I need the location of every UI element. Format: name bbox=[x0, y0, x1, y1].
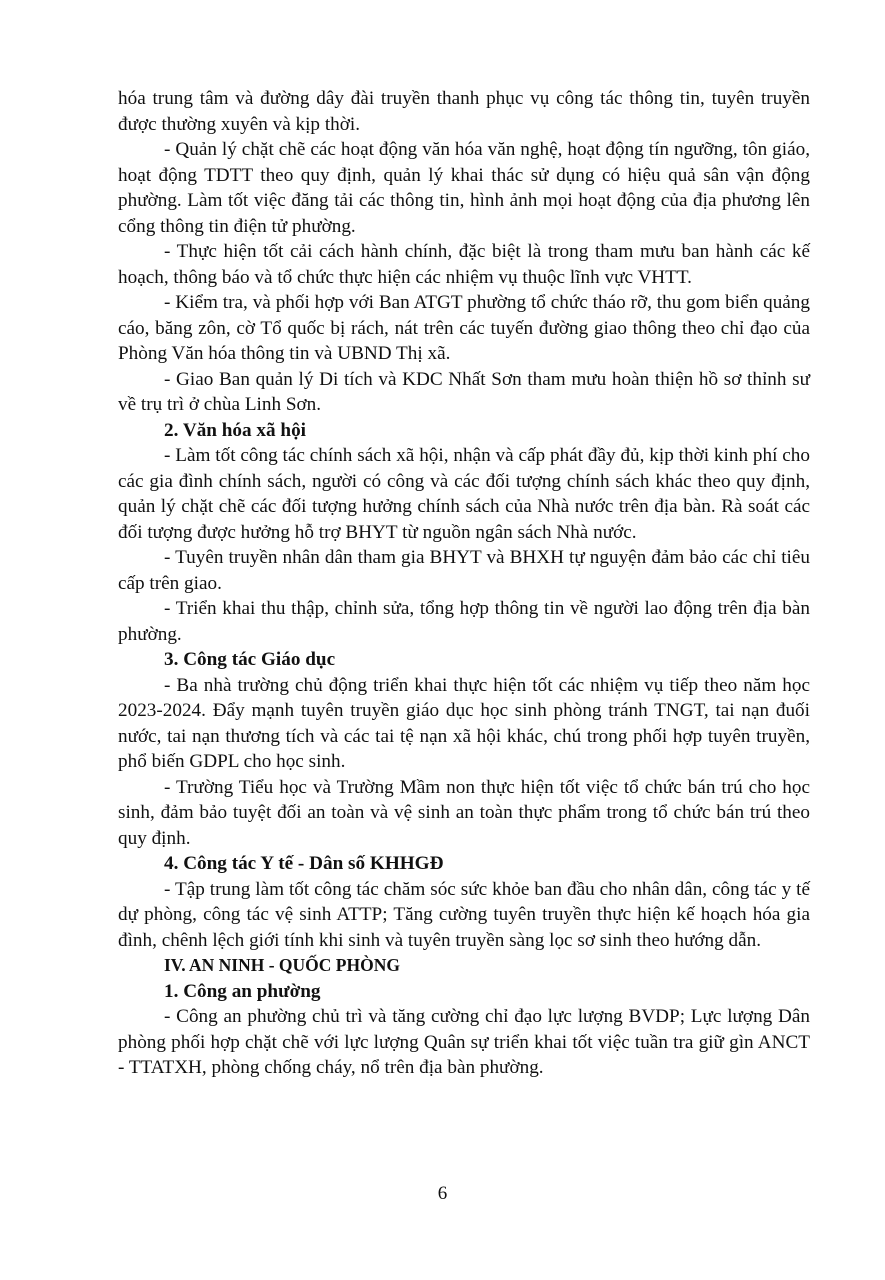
section-heading-police: 1. Công an phường bbox=[164, 980, 321, 1002]
section-heading-social-culture: 2. Văn hóa xã hội bbox=[164, 419, 306, 441]
paragraph-continuation: hóa trung tâm và đường dây đài truyền thanh phục vụ công tác thông tin, tuyên truyền được thường xuyên và kịp thời. bbox=[118, 88, 810, 135]
section-heading-health: 4. Công tác Y tế - Dân số KHHGĐ bbox=[164, 853, 444, 874]
page-number: 6 bbox=[437, 1183, 448, 1204]
document-body bbox=[118, 86, 810, 1081]
paragraph-relic-management: - Giao Ban quản lý Di tích và KDC Nhất Sơn tham mưu hoàn thiện hồ sơ thỉnh sư về trụ trì ở chùa Linh Sơn. bbox=[118, 368, 810, 415]
section-heading-education: 3. Công tác Giáo dục bbox=[164, 649, 336, 670]
paragraph-admin-reform: - Thực hiện tốt cải cách hành chính, đặc biệt là trong tham mưu ban hành các kế hoạch, thông báo và tổ chức thực hiện các nhiệm vụ thuộc lĩnh vực VHTT. bbox=[118, 241, 810, 288]
paragraph-insurance-promotion: - Tuyên truyền nhân dân tham gia BHYT và BHXH tự nguyện đảm bảo các chỉ tiêu cấp trên giao. bbox=[118, 547, 810, 594]
paragraph-school-tasks: - Ba nhà trường chủ động triển khai thực hiện tốt các nhiệm vụ tiếp theo năm học 2023-2024. Đẩy mạnh tuyên truyền giáo dục học sinh phòng tránh TNGT, tai nạn đuối nước, tai nạn thương tích và các tai tệ nạn xã hội khác, chú trong phối hợp tuyên truyền, phổ biến GDPL cho học sinh. bbox=[118, 674, 810, 772]
paragraph-labor-data: - Triển khai thu thập, chỉnh sửa, tổng hợp thông tin về người lao động trên địa bàn phường. bbox=[118, 598, 810, 645]
paragraph-police-tasks: - Công an phường chủ trì và tăng cường chỉ đạo lực lượng BVDP; Lực lượng Dân phòng phối hợp chặt chẽ với lực lượng Quân sự triển khai tốt việc tuần tra giữ gìn ANCT - TTATXH, phòng chống cháy, nổ trên địa bàn phường. bbox=[118, 1006, 810, 1078]
paragraph-boarding: - Trường Tiểu học và Trường Mầm non thực hiện tốt việc tổ chức bán trú cho học sinh, đảm bảo tuyệt đối an toàn và vệ sinh an toàn thực phẩm trong tổ chức bán trú theo quy định. bbox=[118, 776, 810, 849]
section-heading-security-defense: IV. AN NINH - QUỐC PHÒNG bbox=[164, 955, 400, 975]
paragraph-social-policy: - Làm tốt công tác chính sách xã hội, nhận và cấp phát đầy đủ, kịp thời kinh phí cho các gia đình chính sách, người có công và các đối tượng chính sách khác theo quy định, quản lý chặt chẽ các đối tượng hưởng chính sách của Nhà nước trên địa bàn. Rà soát các đối tượng được hưởng hỗ trợ BHYT từ nguồn ngân sách Nhà nước. bbox=[118, 445, 810, 543]
paragraph-culture-management: - Quản lý chặt chẽ các hoạt động văn hóa văn nghệ, hoạt động tín ngưỡng, tôn giáo, hoạt động TDTT theo quy định, quản lý khai thác sử dụng có hiệu quả sân vận động phường. Làm tốt việc đăng tải các thông tin, hình ảnh mọi hoạt động của địa phương lên cổng thông tin điện tử phường. bbox=[118, 139, 810, 237]
paragraph-billboard-inspection: - Kiểm tra, và phối hợp với Ban ATGT phường tổ chức tháo rỡ, thu gom biển quảng cáo, băng zôn, cờ Tổ quốc bị rách, nát trên các tuyến đường giao thông theo chỉ đạo của Phòng Văn hóa thông tin và UBND Thị xã. bbox=[118, 292, 810, 364]
paragraph-health-care: - Tập trung làm tốt công tác chăm sóc sức khỏe ban đầu cho nhân dân, công tác y tế dự phòng, công tác vệ sinh ATTP; Tăng cường tuyên truyền thực hiện kế hoạch hóa gia đình, chênh lệch giới tính khi sinh và tuyên truyền sàng lọc sơ sinh theo hướng dẫn. bbox=[118, 878, 810, 951]
